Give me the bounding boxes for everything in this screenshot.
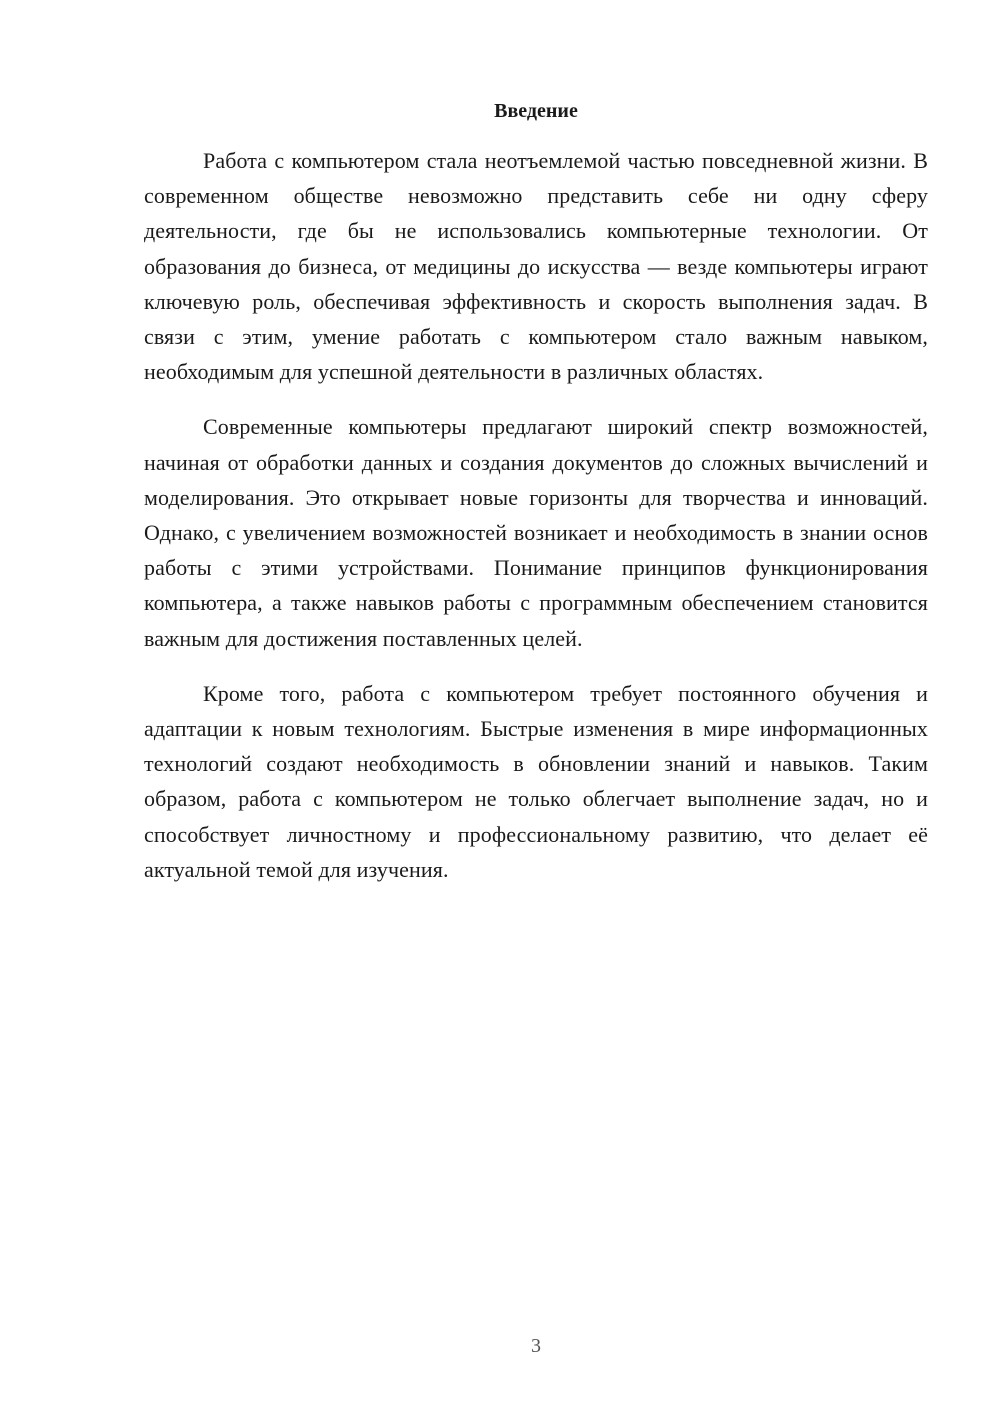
paragraph-1: Работа с компьютером стала неотъемлемой частью повседневной жизни. В современном обществе невозможно представить себе ни одну сферу деятельности, где бы не использовались компьютерные технологии. От образования до бизнеса, от медицины до искусства — везде компьютеры играют ключевую роль, обеспечивая эффективность и скорость выполнения задач. В связи с этим, умение работать с компьютером стало важным навыком, необходимым для успешной деятельности в различных областях. [144,148,928,385]
paragraph-2: Современные компьютеры предлагают широкий спектр возможностей, начиная от обработки данных и создания документов до сложных вычислений и моделирования. Это открывает новые горизонты для творчества и инноваций. Однако, с увеличением возможностей возникает и необходимость в знании основ работы с этими устройствами. Понимание принципов функционирования компьютера, а также навыков работы с программным обеспечением становится важным для достижения поставленных целей. [144,414,928,651]
body-text [144,143,928,907]
section-heading: Введение [494,100,578,122]
page-number: 3 [531,1335,541,1357]
paragraph-3: Кроме того, работа с компьютером требует постоянного обучения и адаптации к новым технологиям. Быстрые изменения в мире информационных технологий создают необходимость в обновлении знаний и навыков. Таким образом, работа с компьютером не только облегчает выполнение задач, но и способствует личностному и профессиональному развитию, что делает её актуальной темой для изучения. [144,680,928,882]
